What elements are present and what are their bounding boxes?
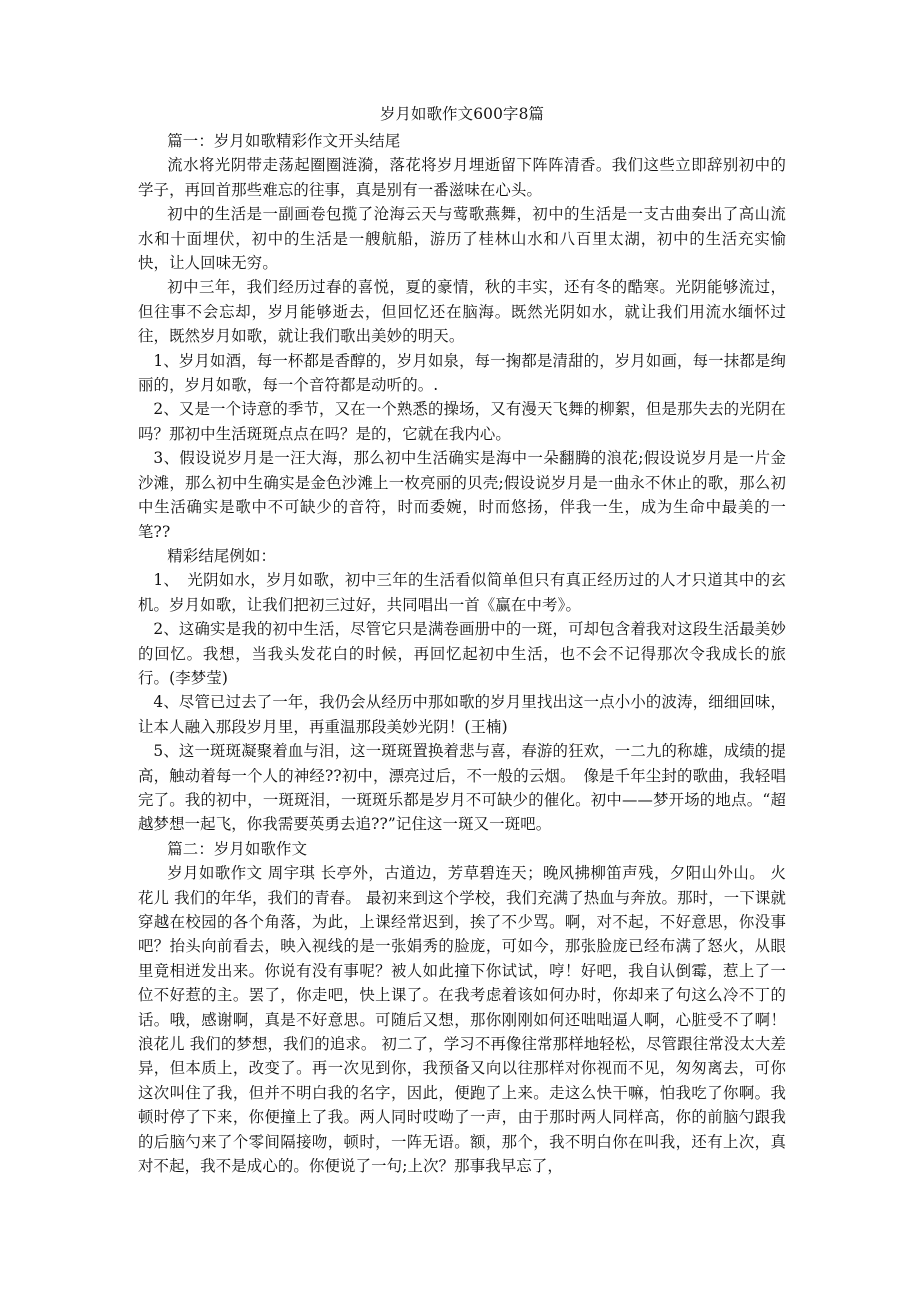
paragraph: 初中三年，我们经历过春的喜悦，夏的豪情，秋的丰实，还有冬的酷寒。光阴能够流过，但往事不会忘却，岁月能够逝去，但回忆还在脑海。既然光阴如水，就让我们用流水缅怀过往，既然岁月如歌，就让我们歌出美妙的明天。 <box>138 278 786 346</box>
list-item: 3、假设说岁月是一汪大海，那么初中生活确实是海中一朵翻腾的浪花;假设说岁月是一片金沙滩，那么初中生确实是金色沙滩上一枚亮丽的贝壳;假设说岁月是一曲永不休止的歌，那么初中生活确实是歌中不可缺少的音符，时而委婉，时而悠扬，伴我一生，成为生命中最美的一笔?? <box>138 449 786 541</box>
ending-examples-heading: 精彩结尾例如： <box>167 546 277 565</box>
section-heading-1: 篇一：岁月如歌精彩作文开头结尾 <box>167 132 401 150</box>
list-item: 5、这一斑斑凝聚着血与泪，这一斑斑置换着悲与喜，春游的狂欢，一二九的称雄，成绩的提高，触动着每一个人的神经??初中，漂亮过后，不一般的云烟。 像是千年尘封的歌曲，我轻唱完了。我的初中，一斑斑泪，一斑斑乐都是岁月不可缺少的催化。初中——梦开场的地点。“超越梦想一起飞，你我需要英勇去追??”记住这一斑又一斑吧。 <box>138 742 786 834</box>
list-item: 2、这确实是我的初中生活，尽管它只是满卷画册中的一斑，可却包含着我对这段生活最美妙的回忆。我想，当我头发花白的时候，再回忆起初中生活，也不会不记得那次令我成长的旅行。(李梦莹) <box>138 620 786 687</box>
list-item: 1、 光阴如水，岁月如歌，初中三年的生活看似简单但只有真正经历过的人才只道其中的玄机。岁月如歌，让我们把初三过好，共同唱出一首《赢在中考》。 <box>138 571 786 614</box>
list-item: 2、又是一个诗意的季节，又在一个熟悉的操场，又有漫天飞舞的柳絮，但是那失去的光阴在吗？那初中生活斑斑点点在吗？是的，它就在我内心。 <box>138 400 786 443</box>
document-page <box>138 102 786 1178</box>
paragraph: 流水将光阴带走荡起圈圈涟漪，落花将岁月埋逝留下阵阵清香。我们这些立即辞别初中的学子，再回首那些难忘的往事，真是别有一番滋味在心头。 <box>138 156 786 199</box>
paragraph: 初中的生活是一副画卷包揽了沧海云天与莺歌燕舞，初中的生活是一支古曲奏出了高山流水和十面埋伏，初中的生活是一艘航船，游历了桂林山水和八百里太湖，初中的生活充实愉快，让人回味无穷。 <box>138 205 786 273</box>
document-title: 岁月如歌作文600字8篇 <box>379 105 545 123</box>
section-heading-2: 篇二：岁月如歌作文 <box>167 839 308 858</box>
paragraph: 岁月如歌作文 周宇琪 长亭外，古道边，芳草碧连天；晚风拂柳笛声残，夕阳山外山。 火花儿 我们的年华，我们的青春。 最初来到这个学校，我们充满了热血与奔放。那时，一下课就穿越在校园的各个角落，为此，上课经常迟到，挨了不少骂。啊，对不起，不好意思，你没事吧？抬头向前看去，映入视线的是一张娟秀的脸庞，可如今，那张脸庞已经布满了怒火，从眼里竟相迸发出来。你说有没有事呢？被人如此撞下你试试，哼！好吧，我自认倒霉，惹上了一位不好惹的主。罢了，你走吧，快上课了。在我考虑着该如何办时，你却来了句这么冷不丁的话。哦，感谢啊，真是不好意思。可随后又想，那你刚刚如何还咄咄逼人啊，心脏受不了啊！ 浪花儿 我们的梦想，我们的追求。 初二了，学习不再像往常那样地轻松，尽管跟往常没太大差异，但本质上，改变了。再一次见到你，我预备又向以往那样对你视而不见，匆匆离去，可你这次叫住了我，但并不明白我的名字，因此，便跑了上来。走这么快干嘛，怕我吃了你啊。我顿时停了下来，你便撞上了我。两人同时哎呦了一声，由于那时两人同样高，你的前脑勺跟我的后脑勺来了个零间隔接吻，顿时，一阵无语。额，那个，我不明白你在叫我，还有上次，真对不起，我不是成心的。你便说了一句;上次？那事我早忘了， <box>138 864 786 1176</box>
list-item: 1、岁月如酒，每一杯都是香醇的，岁月如泉，每一掬都是清甜的，岁月如画，每一抹都是绚丽的，岁月如歌，每一个音符都是动听的。. <box>138 351 786 395</box>
list-item: 4、尽管已过去了一年，我仍会从经历中那如歌的岁月里找出这一点小小的波涛，细细回味，让本人融入那段岁月里，再重温那段美妙光阴！(王楠) <box>138 693 786 736</box>
